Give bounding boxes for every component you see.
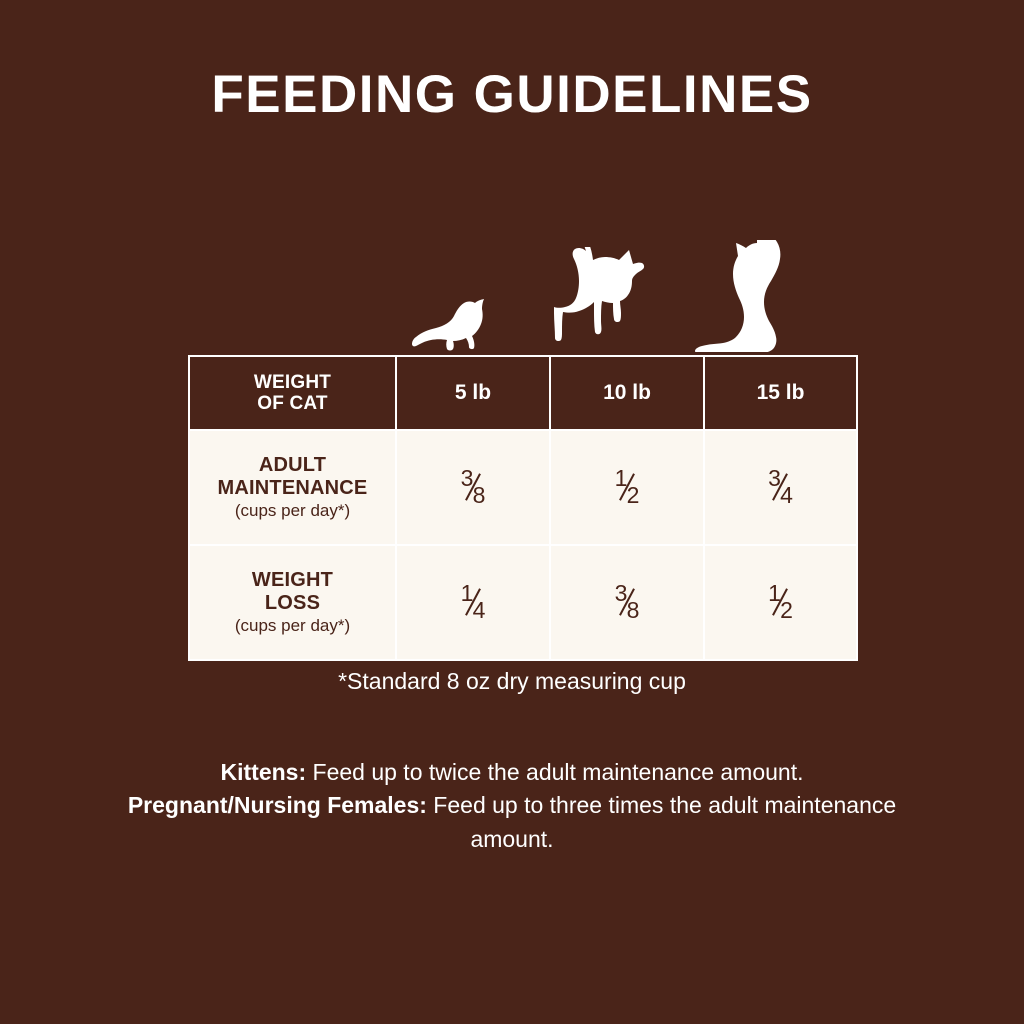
header-line2: OF CAT	[257, 393, 328, 414]
cell-loss-5lb-denominator: 4	[472, 597, 486, 623]
cell-adult-10lb-denominator: 2	[626, 482, 640, 508]
note-pregnant-label: Pregnant/Nursing Females:	[127, 792, 427, 819]
feeding-table	[188, 355, 858, 661]
row0-label-line1: ADULT	[258, 454, 327, 477]
feeding-notes	[112, 756, 912, 856]
cell-adult-10lb-numerator: 1	[614, 465, 628, 491]
cell-loss-5lb-numerator: 1	[460, 580, 474, 606]
large-cat-silhouette-icon	[695, 240, 810, 352]
row-label-weight-loss	[189, 545, 396, 660]
table-header-row	[189, 356, 857, 430]
cell-loss-10lb-denominator: 8	[626, 597, 640, 623]
cell-adult-5lb	[396, 430, 550, 545]
row-label-adult-maintenance	[189, 430, 396, 545]
cell-adult-5lb-denominator: 8	[472, 482, 486, 508]
kitten-silhouette-icon	[412, 292, 512, 352]
row0-label-line2: MAINTENANCE	[217, 476, 368, 499]
header-line1: WEIGHT	[253, 371, 332, 393]
cell-loss-15lb-denominator: 2	[780, 597, 793, 623]
adult-cat-silhouette-icon	[548, 247, 658, 352]
cell-loss-15lb-numerator: 1	[768, 580, 781, 606]
note-pregnant-text: Feed up to three times the adult maintenance amount.	[426, 792, 897, 852]
cell-loss-5lb	[396, 545, 550, 660]
row1-sublabel: (cups per day*)	[234, 615, 351, 635]
note-kittens-label: Kittens:	[220, 759, 307, 785]
row1-label-line2: LOSS	[264, 591, 321, 614]
cell-loss-10lb-numerator: 3	[614, 580, 628, 606]
table-row-adult-maintenance	[189, 430, 857, 545]
table-row-weight-loss	[189, 545, 857, 660]
header-weight-10lb: 10 lb	[550, 356, 704, 430]
note-kittens	[112, 756, 912, 789]
note-pregnant	[112, 789, 912, 856]
header-weight-of-cat	[189, 356, 396, 430]
cell-adult-15lb-numerator: 3	[768, 465, 781, 491]
cell-adult-15lb-denominator: 4	[780, 482, 793, 508]
cell-loss-10lb	[550, 545, 704, 660]
note-kittens-text: Feed up to twice the adult maintenance amount.	[306, 759, 804, 785]
cell-adult-5lb-numerator: 3	[460, 465, 474, 491]
cell-adult-10lb	[550, 430, 704, 545]
cell-loss-15lb	[704, 545, 857, 660]
cell-adult-15lb	[704, 430, 857, 545]
footnote-measuring-cup: *Standard 8 oz dry measuring cup	[338, 668, 686, 694]
feeding-table-wrapper	[188, 355, 848, 661]
cat-silhouettes-row	[390, 240, 860, 352]
page-title: FEEDING GUIDELINES	[211, 65, 813, 124]
row0-sublabel: (cups per day*)	[234, 500, 351, 520]
header-weight-5lb: 5 lb	[396, 356, 550, 430]
header-weight-15lb: 15 lb	[704, 356, 857, 430]
row1-label-line1: WEIGHT	[251, 569, 334, 592]
